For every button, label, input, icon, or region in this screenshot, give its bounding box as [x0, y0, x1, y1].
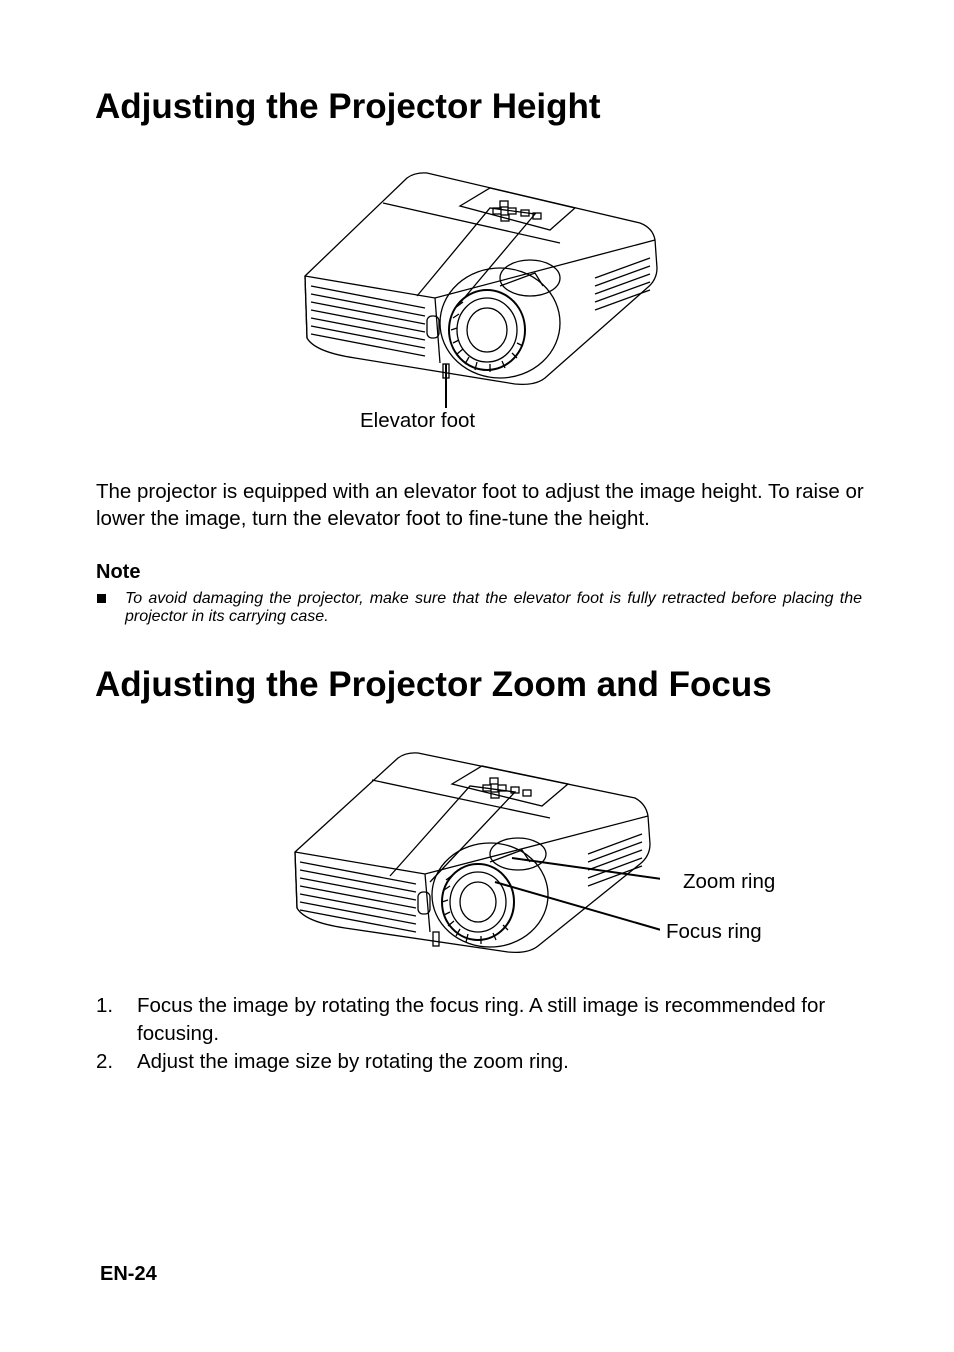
section-title-zoom-focus: Adjusting the Projector Zoom and Focus [95, 665, 772, 704]
step-text: Adjust the image size by rotating the zoom ring. [137, 1050, 569, 1073]
step-text: Focus the image by rotating the focus ring. A still image is recommended for focusing. [137, 994, 826, 1045]
callout-elevator-foot: Elevator foot [360, 409, 476, 432]
callout-zoom-ring: Zoom ring [683, 870, 776, 893]
elevator-foot-leader [445, 364, 447, 408]
callout-focus-ring: Focus ring [666, 920, 762, 943]
step-number: 1. [96, 994, 114, 1017]
list-item [96, 992, 866, 1048]
section-title-height: Adjusting the Projector Height [95, 87, 601, 126]
bullet-icon [97, 594, 106, 603]
note-item: To avoid damaging the projector, make sure that the elevator foot is fully retracted before placing the projector in its carrying case. [125, 590, 862, 625]
note-title: Note [96, 561, 141, 583]
list-item [96, 1048, 866, 1076]
projector-illustration [290, 750, 660, 970]
page-number: EN-24 [100, 1263, 157, 1285]
step-number: 2. [96, 1050, 114, 1073]
steps-list [96, 992, 866, 1076]
projector-figure-height [295, 168, 665, 408]
projector-illustration [295, 168, 665, 408]
paragraph-height: The projector is equipped with an elevator foot to adjust the image height. To raise or lower the image, turn the elevator foot to fine-tune the height. [96, 480, 864, 530]
projector-figure-zoom [290, 750, 660, 970]
